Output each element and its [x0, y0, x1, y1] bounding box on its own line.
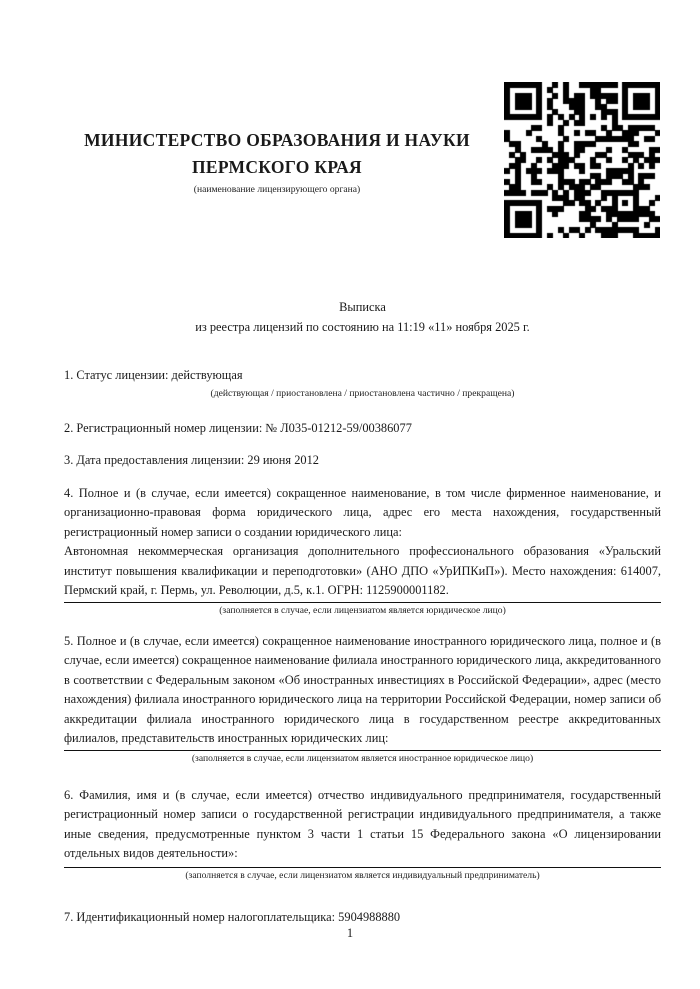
ministry-name-line1: МИНИСТЕРСТВО ОБРАЗОВАНИЯ И НАУКИ	[84, 130, 470, 150]
item-6-fill-rule	[64, 867, 661, 868]
document-title-line2: из реестра лицензий по состоянию на 11:19 «11» ноября 2025 г.	[195, 319, 530, 334]
item-5-fill-rule	[64, 750, 661, 751]
item-4-caption: (заполняется в случае, если лицензиатом является юридическое лицо)	[219, 604, 506, 616]
qr-code-container	[504, 82, 660, 238]
ministry-name-line2: ПЕРМСКОГО КРАЯ	[192, 157, 362, 178]
item-5-caption: (заполняется в случае, если лицензиатом является иностранное юридическое лицо)	[191, 752, 534, 764]
document-body	[64, 298, 661, 927]
item-4-answer: Автономная некоммерческая организация дополнительного профессионального образования «Уральский институт повышения квалификации и переподготовки» (АНО ДПО «УрИПКиП»). Место нахождения: 614007, Пермский край, г. Пермь, ул. Революции, д.5, к.1. ОГРН: 1125900001182.	[64, 544, 661, 597]
item-4-question: 4. Полное и (в случае, если имеется) сокращенное наименование, в том числе фирменное наименование, и организационно-правовая форма юридического лица, адрес его места нахождения, государственный регистрационный номер записи о создании юридического лица:	[64, 485, 661, 539]
item-1-caption: (действующая / приостановлена / приостановлена частично / прекращена)	[210, 387, 515, 399]
qr-code	[504, 82, 660, 238]
item-6-question: 6. Фамилия, имя и (в случае, если имеется) отчество индивидуального предпринимателя, государственный регистрационный номер записи о государственной регистрации индивидуального предпринимателя, а также иные сведения, предусмотренные пунктом 3 части 1 статьи 15 Федерального закона «О лицензировании отдельных видов деятельности»:	[64, 787, 661, 860]
item-5-question: 5. Полное и (в случае, если имеется) сокращенное наименование иностранного юридического лица, полное и (в случае, если имеется) сокращенное наименование филиала иностранного юридического лица, аккредитованного в соответствии с Федеральным законом «Об иностранных инвестициях в Российской Федерации», адрес (место нахождения) филиала иностранного юридического лица на территории Российской Федерации, номер записи об аккредитации филиала иностранного юридического лица в государственном реестре аккредитованных филиалов, представительств иностранных юридических лиц:	[64, 633, 661, 745]
item-3-license-date: 3. Дата предоставления лицензии: 29 июня 2012	[64, 453, 320, 467]
item-6-caption: (заполняется в случае, если лицензиатом является индивидуальный предприниматель)	[185, 869, 540, 881]
document-title	[64, 298, 661, 337]
item-4-fill-rule	[64, 602, 661, 603]
document-title-line1: Выписка	[339, 300, 386, 314]
item-1-license-status: 1. Статус лицензии: действующая	[64, 368, 243, 382]
item-7-taxpayer-number: 7. Идентификационный номер налогоплательщика: 5904988880	[64, 909, 401, 924]
item-2-registration-number: 2. Регистрационный номер лицензии: № Л035-01212-59/00386077	[64, 420, 412, 435]
ministry-name-caption: (наименование лицензирующего органа)	[193, 184, 361, 196]
licensing-authority-header	[64, 127, 490, 195]
page-number: 1	[346, 926, 354, 940]
